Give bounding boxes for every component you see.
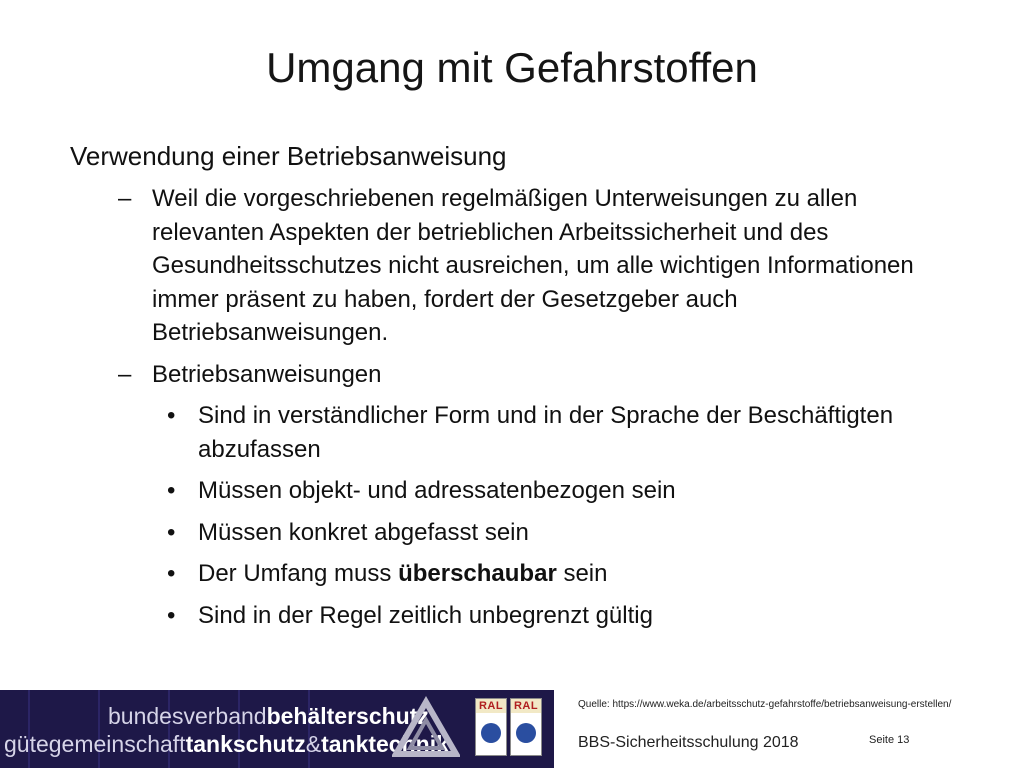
bullet-dot: • xyxy=(167,601,176,629)
main-heading: Verwendung einer Betriebsanweisung xyxy=(70,141,507,171)
source-citation: Quelle: https://www.weka.de/arbeitsschutz-gefahrstoffe/betriebsanweisung-erstellen/ xyxy=(578,699,952,710)
bullet-item-3-text: Müssen konkret abgefasst sein xyxy=(198,518,529,546)
bullet-dot: • xyxy=(167,477,176,504)
footer-event-name: BBS-Sicherheitsschulung 2018 xyxy=(578,734,799,751)
bullet-item-3 xyxy=(70,516,970,550)
bullet-item-4-text-after: sein xyxy=(556,560,608,587)
org-name-line-1 xyxy=(108,702,429,730)
page-number: Seite 13 xyxy=(869,734,910,746)
org-line-1-bold: behälterschutz xyxy=(266,703,429,729)
slide-content xyxy=(70,138,970,632)
ral-seal-label: RAL xyxy=(476,699,506,713)
bullet-dot: • xyxy=(167,518,176,546)
bullet-item-1 xyxy=(70,399,970,466)
org-line-1-light: bundesverband xyxy=(108,703,267,729)
org-line-2-light: gütegemeinschaft xyxy=(4,731,186,757)
dash-item-1 xyxy=(70,182,970,350)
bullet-item-1-text: Sind in verständlicher Form und in der Sprache der Beschäftigten abzufassen xyxy=(198,402,894,463)
ral-seal-emblem-icon xyxy=(481,723,501,743)
ral-seal-icon-1 xyxy=(475,698,507,756)
bullet-item-4-text-before: Der Umfang muss xyxy=(198,560,399,587)
dash-bullet: – xyxy=(118,185,132,212)
bullet-dot: • xyxy=(167,560,176,587)
bullet-item-4 xyxy=(70,557,970,591)
ral-seal-icon-2 xyxy=(510,698,542,756)
footer-logo-band xyxy=(0,690,554,768)
bullet-dot: • xyxy=(167,402,176,429)
org-line-2-amp: & xyxy=(305,731,322,757)
org-line-2-bold: tankschutz xyxy=(185,731,306,757)
bullet-item-2-text: Müssen objekt- und adressatenbezogen sein xyxy=(198,477,676,504)
dash-item-2-text: Betriebsanweisungen xyxy=(152,360,382,388)
dash-bullet: – xyxy=(118,360,132,388)
ral-seal-emblem-icon xyxy=(516,723,536,743)
slide-title: Umgang mit Gefahrstoffen xyxy=(266,44,758,91)
bullet-item-2 xyxy=(70,474,970,508)
dash-item-1-text: Weil die vorgeschriebenen regelmäßigen Unterweisungen zu allen relevanten Aspekten der betrieblichen Arbeitssicherheit und des Gesundheitsschutzes nicht ausreichen, um alle wichtigen Informationen immer präsent zu haben, fordert der Gesetzgeber auch Betriebsanweisungen. xyxy=(152,185,914,346)
dash-item-2 xyxy=(70,358,970,392)
bullet-item-5 xyxy=(70,599,970,633)
org-name-line-2 xyxy=(4,730,449,758)
bullet-item-5-text: Sind in der Regel zeitlich unbegrenzt gültig xyxy=(198,601,653,629)
bullet-item-4-emphasis: überschaubar xyxy=(398,560,557,587)
triangle-logo-icon xyxy=(392,696,460,762)
ral-seal-label: RAL xyxy=(511,699,541,713)
org-line-2-bold-2: tanktechnik xyxy=(321,731,449,757)
